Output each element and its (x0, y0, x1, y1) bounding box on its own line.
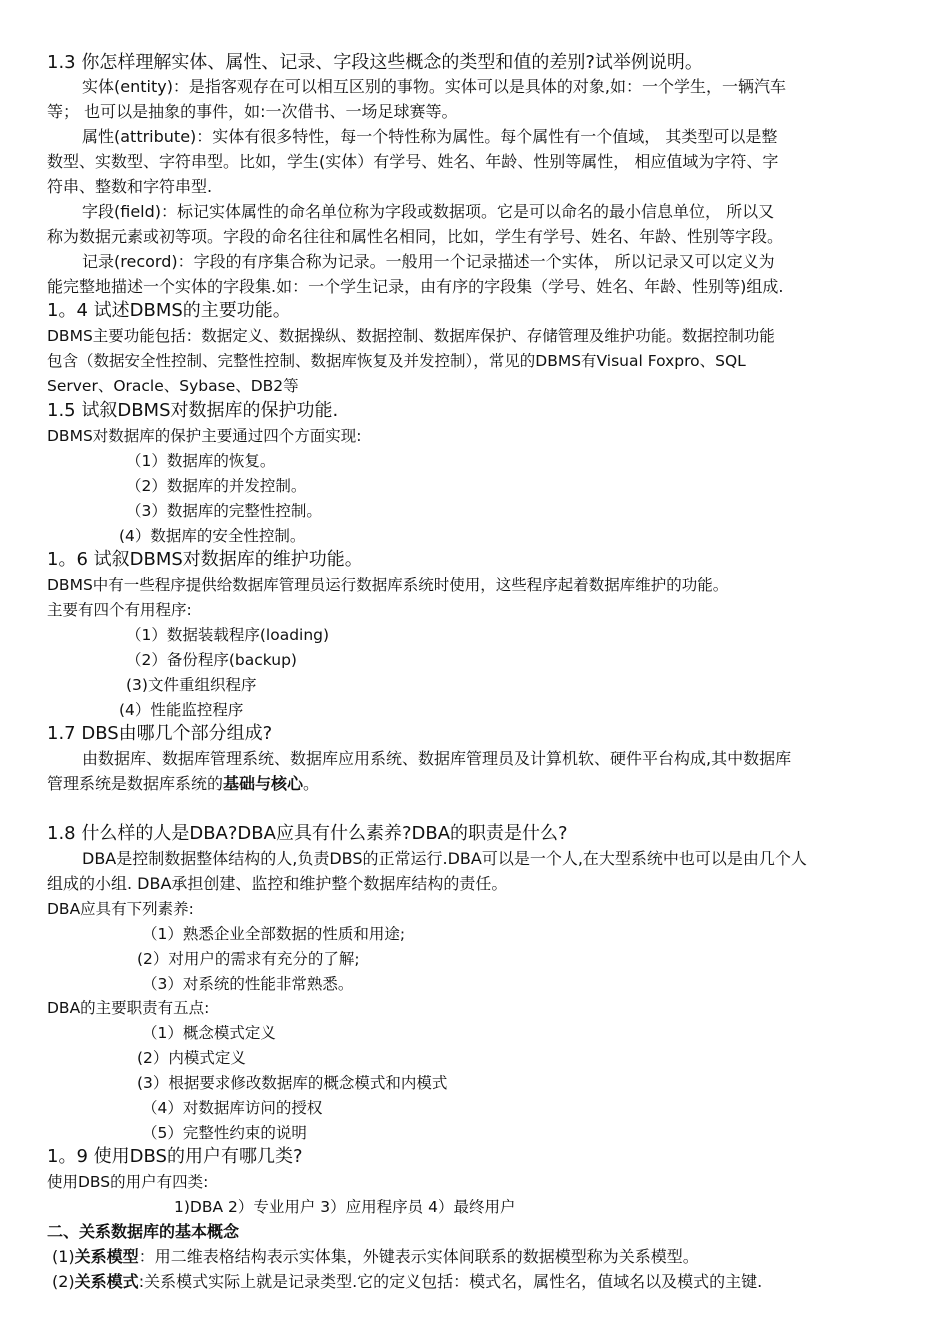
paragraph-line (52, 1245, 927, 1269)
paragraph-line: 包含（数据安全性控制、完整性控制、数据库恢复及并发控制），常见的DBMS有Visual Foxpro、SQL (47, 352, 746, 370)
list-item: （2）数据库的并发控制。 (126, 477, 307, 495)
list-item: (3)文件重组织程序 (126, 676, 257, 694)
heading-1-8: 1.8 什么样的人是DBA?DBA应具有什么素养?DBA的职责是什么? (47, 823, 568, 844)
heading-1-7: 1.7 DBS由哪几个部分组成? (47, 723, 273, 744)
term-relational-model: 关系模型 (74, 1247, 139, 1266)
paragraph-line: 实体(entity)：是指客观存在可以相互区别的事物。实体可以是具体的对象,如：一个学生，一辆汽车 (82, 77, 787, 96)
paragraph-line: DBA的主要职责有五点: (47, 999, 210, 1017)
paragraph-line: 数型、实数型、字符串型。比如，学生(实体）有学号、姓名、年龄、性别等属性， 相应值域为字符、字 (47, 152, 779, 171)
paragraph-line: 符串、整数和字符串型. (47, 177, 213, 196)
paragraph-line: 由数据库、数据库管理系统、数据库应用系统、数据库管理员及计算机软、硬件平台构成,其中数据库 (82, 749, 792, 768)
emphasis-text: 基础与核心 (223, 774, 304, 793)
list-item: (3）根据要求修改数据库的概念模式和内模式 (137, 1074, 448, 1092)
text-span: :关系模式实际上就是记录类型.它的定义包括：模式名，属性名，值域名以及模式的主键. (138, 1272, 763, 1291)
list-item: （1）数据库的恢复。 (126, 452, 276, 470)
list-item: (4）数据库的安全性控制。 (119, 527, 306, 545)
list-item: （4）对数据库访问的授权 (142, 1099, 323, 1117)
paragraph-line: 能完整地描述一个实体的字段集.如：一个学生记录，由有序的字段集（学号、姓名、年龄、性别等)组成. (47, 277, 784, 296)
list-item: （2）备份程序(backup) (126, 651, 297, 669)
paragraph-line: DBMS主要功能包括：数据定义、数据操纵、数据控制、数据库保护、存储管理及维护功能。数据控制功能 (47, 327, 775, 345)
paragraph-line: DBA应具有下列素养: (47, 900, 194, 918)
paragraph-line: DBMS中有一些程序提供给数据库管理员运行数据库系统时使用，这些程序起着数据库维护的功能。 (47, 576, 729, 594)
list-item: （1）概念模式定义 (142, 1024, 276, 1042)
text-span: 管理系统是数据库系统的 (47, 774, 224, 793)
paragraph-line: 使用DBS的用户有四类: (47, 1173, 209, 1191)
list-item: （1）数据装载程序(loading) (126, 626, 330, 644)
paragraph-line: 属性(attribute)：实体有很多特性，每一个特性称为属性。每个属性有一个值域， 其类型可以是整 (82, 127, 778, 146)
text-span: ：用二维表格结构表示实体集，外键表示实体间联系的数据模型称为关系模型。 (138, 1247, 699, 1266)
list-item: （1）熟悉企业全部数据的性质和用途; (142, 925, 406, 943)
heading-1-3: 1.3 你怎样理解实体、属性、记录、字段这些概念的类型和值的差别?试举例说明。 (47, 52, 703, 73)
list-item: (2）内模式定义 (137, 1049, 246, 1067)
section-heading: 二、关系数据库的基本概念 (47, 1222, 240, 1241)
term-relational-schema: 关系模式 (74, 1272, 139, 1291)
paragraph-line: 主要有四个有用程序: (47, 601, 192, 619)
heading-1-9: 1。9 使用DBS的用户有哪几类? (47, 1146, 303, 1167)
paragraph-line: 等； 也可以是抽象的事件，如:一次借书、一场足球赛等。 (47, 102, 458, 121)
list-item: （3）对系统的性能非常熟悉。 (142, 975, 354, 993)
paragraph-line (52, 1270, 927, 1294)
text-span: (2) (52, 1272, 75, 1291)
heading-1-4: 1。4 试述DBMS的主要功能。 (47, 300, 291, 321)
paragraph-line: Server、Oracle、Sybase、DB2等 (47, 377, 299, 395)
heading-1-6: 1。6 试叙DBMS对数据库的维护功能。 (47, 549, 363, 570)
text-span: 。 (303, 774, 320, 793)
list-item: 1)DBA 2）专业用户 3）应用程序员 4）最终用户 (174, 1198, 516, 1216)
list-item: （3）数据库的完整性控制。 (126, 502, 322, 520)
paragraph-line: 称为数据元素或初等项。字段的命名往往和属性名相同，比如，学生有学号、姓名、年龄、性别等字段。 (47, 227, 784, 246)
heading-1-5: 1.5 试叙DBMS对数据库的保护功能. (47, 400, 339, 421)
list-item: (4）性能监控程序 (119, 701, 244, 719)
paragraph-line: 记录(record)：字段的有序集合称为记录。一般用一个记录描述一个实体， 所以记录又可以定义为 (82, 252, 775, 271)
paragraph-line: 字段(field)：标记实体属性的命名单位称为字段或数据项。它是可以命名的最小信息单位， 所以又 (82, 202, 775, 221)
list-item: （5）完整性约束的说明 (142, 1124, 307, 1142)
paragraph-line (47, 772, 927, 796)
paragraph-line: DBMS对数据库的保护主要通过四个方面实现: (47, 427, 362, 445)
paragraph-line: DBA是控制数据整体结构的人,负责DBS的正常运行.DBA可以是一个人,在大型系统中也可以是由几个人 (82, 849, 807, 868)
paragraph-line: 组成的小组. DBA承担创建、监控和维护整个数据库结构的责任。 (47, 874, 508, 893)
list-item: (2）对用户的需求有充分的了解; (137, 950, 360, 968)
text-span: (1) (52, 1247, 75, 1266)
